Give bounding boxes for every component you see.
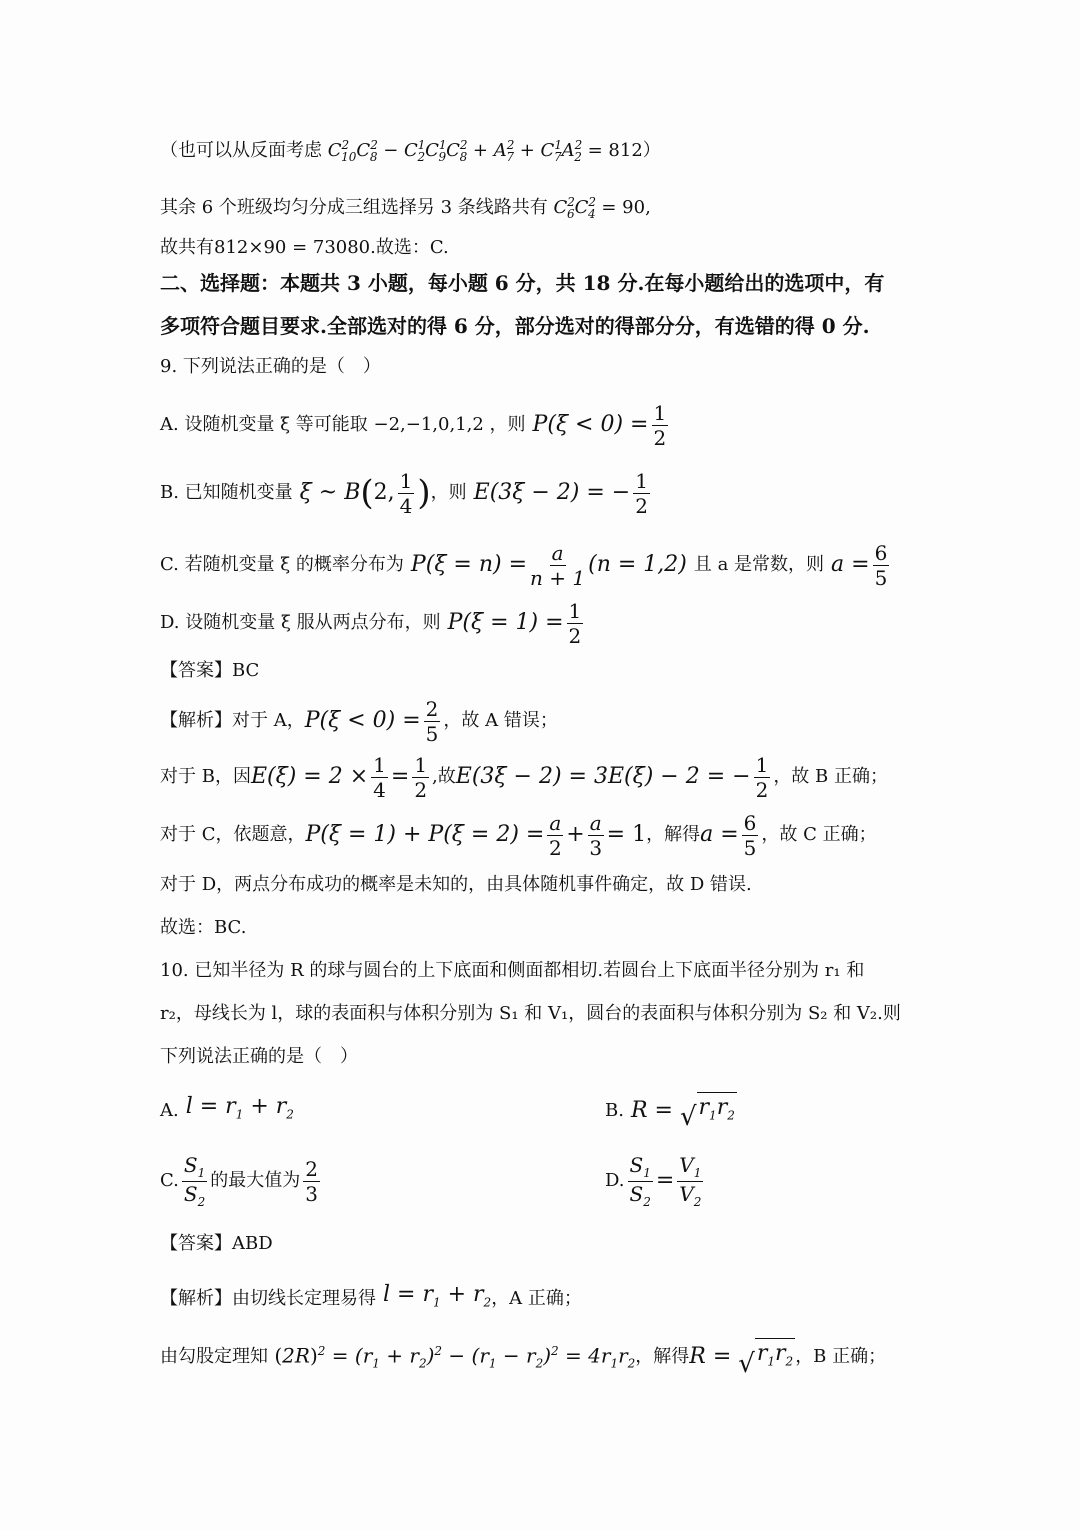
section-heading [160, 311, 940, 341]
fraction: $\frac{a}{3}$ [589, 810, 603, 860]
sqrt: √ $r_1r_2$ [738, 1338, 795, 1376]
formula: E(3ξ − 2) = 3E(ξ) − 2 = − [455, 764, 751, 789]
formula: R = [689, 1344, 739, 1370]
fraction: $\frac{1}{2}$ [653, 400, 667, 450]
line-text: D. [605, 1170, 625, 1191]
line-text: 且 a 是常数，则 [693, 554, 825, 575]
line-text: B. 已知随机变量 [160, 482, 293, 503]
option-c [160, 540, 940, 590]
line-text: C. 若随机变量 ξ 的概率分布为 [160, 554, 404, 575]
line-text: 对于 C，依题意， [160, 824, 306, 845]
line-text: 由勾股定理知 [160, 1346, 268, 1368]
option-d: D. $\frac{S_1}{S_2}$ = $\frac{V_1}{V_2}$ [605, 1152, 702, 1209]
fraction: $\frac{2}{3}$ [305, 1156, 318, 1206]
formula: P(ξ = 1) + P(ξ = 2) = [305, 822, 545, 847]
line-text: ，A 正确； [491, 1287, 582, 1309]
line-text: 对于 B，因 [160, 766, 251, 787]
text-line [160, 130, 940, 172]
option-b [605, 1092, 737, 1130]
option-d [160, 598, 940, 648]
option-a [160, 400, 940, 450]
formula: E(ξ) = 2 × [250, 764, 369, 789]
fraction: $\frac{1}{2}$ [414, 752, 428, 802]
fraction: $\frac{a}{2}$ [548, 810, 562, 860]
formula: a = [824, 552, 870, 577]
analysis-line: 对于 B，因 E(ξ) = 2 × $\frac{1}{4}$ = $\frac{1}{2}$ ,故 E(3ξ − 2) = 3E(ξ) − 2 = − $\frac{1}{2}$ ，故 B 正确； [160, 752, 888, 802]
line-text: 其余 6 个班级均匀分成三组选择另 3 条线路共有 [160, 196, 548, 218]
line-text: 9. 下列说法正确的是（ ） [160, 356, 381, 377]
question-stem [160, 956, 940, 986]
formula: P(ξ = n) = [403, 552, 528, 577]
option-c [160, 1152, 940, 1209]
fraction: $\frac{V_1}{V_2}$ [679, 1152, 702, 1209]
fraction: $\frac{1}{2}$ [755, 752, 769, 802]
fraction: $\frac{1}{4}$ [373, 752, 386, 802]
line-text: 【答案】BC [160, 660, 260, 681]
line-text: 故选：BC. [160, 917, 247, 938]
line-text: ，解得 [635, 1346, 690, 1368]
fraction: $\frac{1}{4}$ [399, 468, 413, 518]
fraction: $\frac{a}{n + 1}$ [530, 540, 586, 590]
line-text: C. [160, 1170, 179, 1191]
formula: ξ ~ B [292, 480, 361, 505]
line-text: ，解得 [646, 824, 701, 845]
line-text: A. 设随机变量 ξ 等可能取 −2,−1,0,1,2 ，则 [160, 414, 526, 435]
fraction: $\frac{2}{5}$ [425, 696, 439, 746]
line-text: r₂，母线长为 l，球的表面积与体积分别为 S₁ 和 V₁，圆台的表面积与体积分别为 S₂ 和 V₂.则 [160, 1003, 901, 1024]
line-text: ,故 [432, 766, 456, 787]
analysis-line [160, 870, 940, 900]
option-a [160, 1092, 940, 1132]
line-text: 【解析】对于 A， [160, 710, 305, 731]
heading-text: 二、选择题：本题共 3 小题，每小题 6 分，共 18 分.在每小题给出的选项中，有 [160, 271, 885, 295]
fraction: $\frac{S_1}{S_2}$ [629, 1152, 651, 1209]
line-text: B. [605, 1099, 624, 1121]
heading-text: 多项符合题目要求.全部选对的得 6 分，部分选对的得部分分，有选错的得 0 分. [160, 314, 870, 338]
formula: R = [623, 1097, 680, 1123]
formula: $C^2_{10}C^2_8 - C^1_2C^1_9C^2_8 + A^2_7 + C^1_7A^2_2 = 812$ [322, 138, 643, 164]
line-text: 10. 已知半径为 R 的球与圆台的上下底面和侧面都相切.若圆台上下底面半径分别为 r₁ 和 [160, 960, 865, 981]
line-text: （也可以从反面考虑 [160, 139, 322, 161]
fraction: $\frac{6}{5}$ [874, 540, 888, 590]
formula: $(2R)^2 = (r_1 + r_2)^2 - (r_1 - r_2)^2 = 4r_1r_2$ [274, 1343, 636, 1371]
answer [160, 656, 940, 686]
formula: a = [700, 822, 739, 847]
analysis-line [160, 1336, 940, 1379]
line-text: ，故 C 正确； [761, 824, 877, 845]
line-text: 下列说法正确的是（ ） [160, 1046, 358, 1067]
section-heading [160, 268, 940, 298]
line-text: ） [642, 139, 661, 161]
text-line [160, 233, 940, 263]
fraction: $\frac{S_1}{S_2}$ [183, 1152, 206, 1209]
sqrt: √ $r_1r_2$ [680, 1092, 737, 1130]
formula: $l = r_1 + r_2$ [376, 1282, 492, 1310]
line-text: ，故 B 正确； [773, 766, 888, 787]
text-line [160, 187, 940, 229]
formula: P(ξ = 1) = [440, 610, 564, 635]
analysis-line [160, 696, 940, 746]
formula: E(3ξ − 2) = − [466, 480, 631, 505]
line-text: D. 设随机变量 ξ 服从两点分布，则 [160, 612, 441, 633]
line-text: ，则 [430, 482, 467, 503]
analysis-line: 对于 C，依题意， P(ξ = 1) + P(ξ = 2) = $\frac{a}{2}$ + $\frac{a}{3}$ = 1 ，解得 a = $\frac{6}{5}$ ，故 C 正确； [160, 810, 877, 860]
question-stem [160, 352, 940, 382]
formula: $l = r_1 + r_2$ [178, 1094, 294, 1122]
question-stem [160, 999, 940, 1029]
fraction: $\frac{1}{2}$ [568, 598, 582, 648]
line-text: A. [160, 1099, 179, 1121]
line-text: ，故 A 错误； [443, 710, 558, 731]
line-text: = 90, [601, 196, 651, 218]
question-stem [160, 1042, 940, 1072]
formula: $C^2_6C^2_4$ [547, 195, 596, 221]
answer [160, 1229, 940, 1259]
formula: P(ξ < 0) = [525, 412, 649, 437]
line-text: 【解析】由切线长定理易得 [160, 1287, 376, 1309]
line-text: 【答案】ABD [160, 1233, 273, 1254]
fraction: $\frac{1}{2}$ [635, 468, 648, 518]
line-text: ，B 正确； [795, 1346, 887, 1368]
line-text: 的最大值为 [210, 1170, 301, 1191]
option-b: B. 已知随机变量 ξ ~ B ( 2, $\frac{1}{4}$ ) ，则 E(3ξ − 2) = − $\frac{1}{2}$ [160, 468, 648, 518]
line-text: 对于 D，两点分布成功的概率是未知的，由具体随机事件确定，故 D 错误. [160, 874, 752, 895]
formula: P(ξ < 0) = [304, 708, 421, 733]
choose-line [160, 913, 940, 943]
formula: (n = 1,2) [588, 552, 694, 577]
analysis-line [160, 1280, 940, 1317]
fraction: $\frac{6}{5}$ [743, 810, 757, 860]
line-text: 故共有812×90 = 73080.故选：C. [160, 237, 449, 258]
